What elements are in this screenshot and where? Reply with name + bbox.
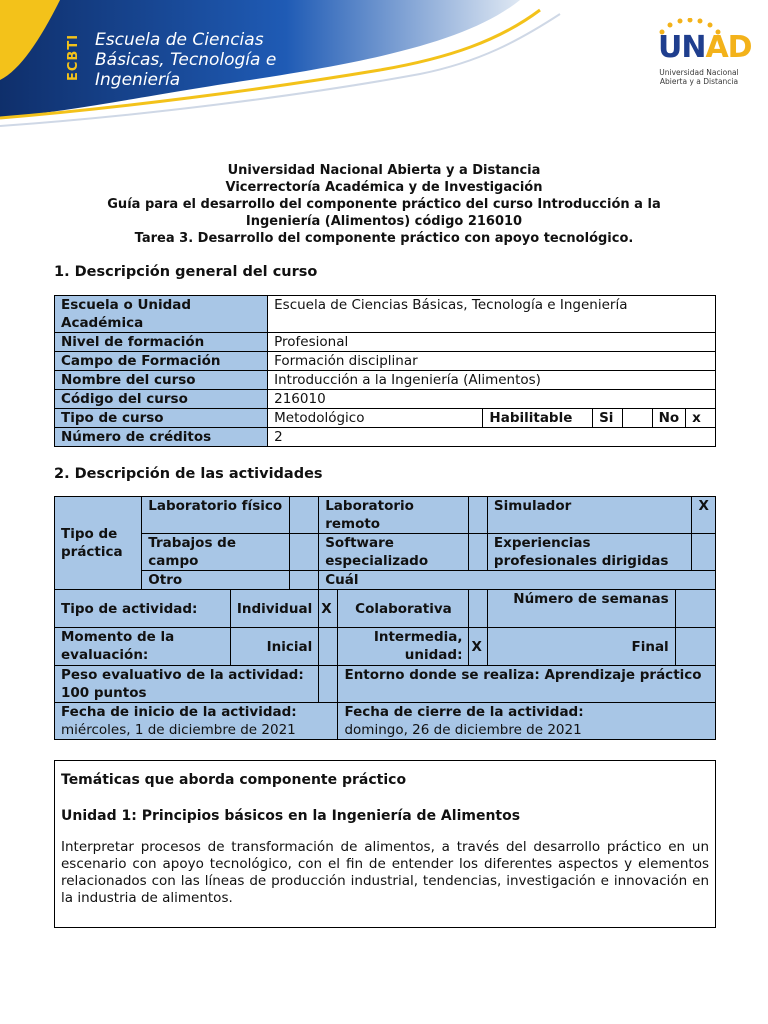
header-banner: [0, 0, 768, 130]
course-info-table: [54, 295, 716, 447]
row-label: Campo de Formación: [55, 352, 268, 371]
tematicas-heading: Temáticas que aborda componente práctico: [61, 772, 407, 788]
final-label: Final: [487, 628, 675, 666]
cual-label: Cuál: [319, 571, 716, 590]
logo-wordmark: UNAD: [658, 30, 752, 65]
row-label: Número de créditos: [55, 428, 268, 447]
peso-spacer: [319, 666, 338, 703]
table-row: [55, 409, 716, 428]
table-row: [55, 534, 716, 571]
row-value: Escuela de Ciencias Básicas, Tecnología e Ingeniería: [268, 296, 716, 333]
table-row: [55, 703, 716, 740]
row-value: 216010: [268, 390, 716, 409]
otro-label: Otro: [142, 571, 289, 590]
tipo-practica-label: Tipo de práctica: [55, 497, 142, 590]
tipo-actividad-label: Tipo de actividad:: [55, 590, 231, 628]
row-value: Formación disciplinar: [268, 352, 716, 371]
table-row: [55, 352, 716, 371]
fecha-inicio-value: miércoles, 1 de diciembre de 2021: [61, 722, 296, 738]
si-label: Si: [593, 409, 623, 428]
tematicas-table: [54, 760, 716, 928]
trabajos-campo-label: Trabajos de campo: [142, 534, 289, 571]
inicial-label: Inicial: [230, 628, 318, 666]
otro-mark: [289, 571, 318, 590]
colaborativa-label: Colaborativa: [338, 590, 469, 628]
trabajos-campo-mark: [289, 534, 318, 571]
software-label: Software especializado: [319, 534, 469, 571]
lab-remoto-mark: [469, 497, 487, 534]
table-row: [55, 296, 716, 333]
peso-label: Peso evaluativo de la actividad: 100 puntos: [55, 666, 319, 703]
tematicas-paragraph: Interpretar procesos de transformación de alimentos, a través del desarrollo práctico en un escenario con apoyo tecnológico, con el fin de entender los diferentes aspectos y elementos relacionados con las líneas de producción industrial, tendencias, investigación e innovación en la industria de alimentos.: [61, 839, 709, 906]
row-label: Escuela o Unidad Académica: [55, 296, 268, 333]
numero-semanas-label: Número de semanas: [487, 590, 675, 628]
lab-fisico-label: Laboratorio físico: [142, 497, 289, 534]
table-row: [55, 590, 716, 628]
row-value: Introducción a la Ingeniería (Alimentos): [268, 371, 716, 390]
simulador-mark: X: [692, 497, 716, 534]
table-row: [55, 571, 716, 590]
fecha-cierre-value: domingo, 26 de diciembre de 2021: [344, 722, 582, 738]
final-mark: [675, 628, 715, 666]
software-mark: [469, 534, 487, 571]
section-2-title: 2. Descripción de las actividades: [54, 466, 323, 482]
table-row: [55, 628, 716, 666]
entorno-label: Entorno donde se realiza: Aprendizaje práctico: [338, 666, 716, 703]
fecha-inicio-cell: [55, 703, 338, 740]
experiencias-mark: [692, 534, 716, 571]
row-label: Nivel de formación: [55, 333, 268, 352]
colaborativa-mark: [469, 590, 487, 628]
lab-remoto-label: Laboratorio remoto: [319, 497, 469, 534]
table-row: [55, 497, 716, 534]
row-label: Código del curso: [55, 390, 268, 409]
individual-label: Individual: [230, 590, 318, 628]
row-value: Profesional: [268, 333, 716, 352]
intermedia-mark: X: [469, 628, 487, 666]
lab-fisico-mark: [289, 497, 318, 534]
school-name: Escuela de Ciencias Básicas, Tecnología e Ingeniería: [95, 30, 277, 90]
ecbti-label: ECBTI: [66, 33, 81, 81]
experiencias-label: Experiencias profesionales dirigidas: [487, 534, 692, 571]
individual-mark: X: [319, 590, 338, 628]
intermedia-label: Intermedia, unidad:: [338, 628, 469, 666]
momento-label: Momento de la evaluación:: [55, 628, 231, 666]
row-value: 2: [268, 428, 716, 447]
fecha-cierre-label: Fecha de cierre de la actividad:: [344, 704, 584, 720]
row-label: Nombre del curso: [55, 371, 268, 390]
document-title: Universidad Nacional Abierta y a Distancia Vicerrectoría Académica y de Investigación Guía para el desarrollo del componente práctico del curso Introducción a la Ingeniería (Alimentos) código 216010 Tarea 3. Desarrollo del componente práctico con apoyo tecnológico.: [107, 163, 661, 246]
no-label: No: [652, 409, 686, 428]
table-row: [55, 428, 716, 447]
inicial-mark: [319, 628, 338, 666]
habilitable-label: Habilitable: [483, 409, 593, 428]
fecha-inicio-label: Fecha de inicio de la actividad:: [61, 704, 297, 720]
table-row: [55, 761, 716, 928]
tematicas-cell: [55, 761, 716, 928]
numero-semanas-value: [675, 590, 715, 628]
table-row: [55, 390, 716, 409]
row-label: Tipo de curso: [55, 409, 268, 428]
si-mark: [622, 409, 652, 428]
table-row: [55, 333, 716, 352]
table-row: [55, 666, 716, 703]
table-row: [55, 371, 716, 390]
section-1-title: 1. Descripción general del curso: [54, 264, 318, 280]
row-value: Metodológico: [268, 409, 483, 428]
fecha-cierre-cell: [338, 703, 716, 740]
no-mark: x: [686, 409, 716, 428]
activities-table: [54, 496, 716, 740]
unit-heading: Unidad 1: Principios básicos en la Ingeniería de Alimentos: [61, 808, 521, 824]
logo-subtitle: Universidad Nacional Abierta y a Distancia: [659, 68, 739, 86]
unad-logo: [648, 18, 752, 98]
simulador-label: Simulador: [487, 497, 692, 534]
